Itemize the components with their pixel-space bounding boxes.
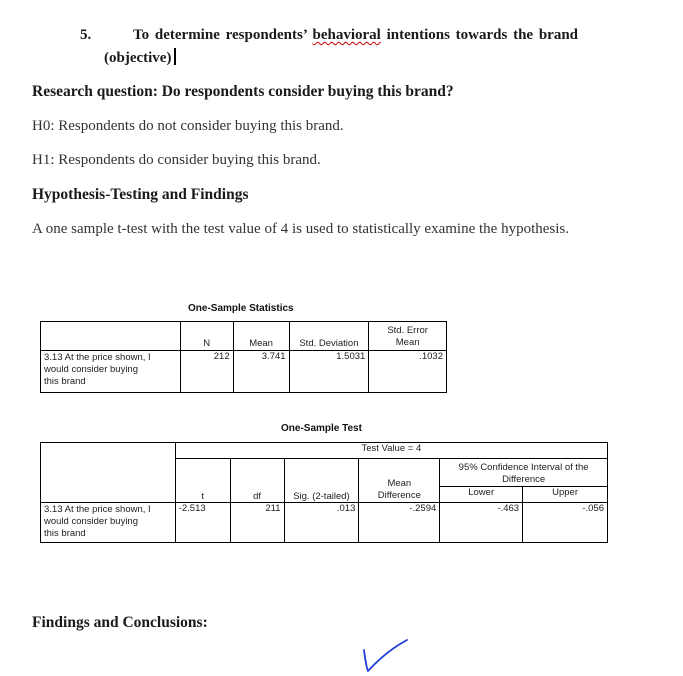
test-header-t: t [175, 459, 230, 503]
stats-header-n: N [180, 322, 233, 351]
method-paragraph: A one sample t-test with the test value of 4 is used to statistically examine the hypothesis. [32, 221, 569, 237]
test-df-value: 211 [230, 503, 284, 543]
research-question: Research question: Do respondents consider buying this brand? [32, 83, 454, 100]
text-cursor [174, 48, 176, 65]
test-table-title: One-Sample Test [281, 423, 362, 434]
test-header-blank [41, 443, 176, 503]
stats-sd-value: 1.5031 [289, 351, 369, 393]
test-upper-value: -.056 [523, 503, 608, 543]
one-sample-test-table [40, 442, 608, 543]
stats-header-mean: Mean [233, 322, 289, 351]
test-header-md-line1: Mean [387, 478, 412, 489]
test-header-upper: Upper [523, 487, 608, 503]
test-row-label-line3: this brand [44, 528, 86, 539]
hypothesis-heading: Hypothesis-Testing and Findings [32, 186, 249, 203]
test-header-mean-diff [359, 459, 440, 503]
test-row-label-line1: 3.13 At the price shown, I [44, 504, 151, 515]
stats-header-se-line1: Std. Error [387, 325, 428, 336]
stats-se-value: .1032 [369, 351, 447, 393]
objective-text-a: To determine respondents’ [133, 27, 307, 43]
null-hypothesis: H0: Respondents do not consider buying this brand. [32, 118, 344, 134]
test-row-label [41, 503, 176, 543]
ci-header-line2: Difference [502, 474, 546, 485]
stats-row-label-line3: this brand [44, 376, 86, 387]
stats-row-label [41, 351, 181, 393]
objective-label: (objective) [104, 50, 172, 66]
stats-row-label-line1: 3.13 At the price shown, I [44, 352, 151, 363]
stats-header-blank [41, 322, 181, 351]
findings-heading: Findings and Conclusions: [32, 614, 208, 631]
test-md-value: -.2594 [359, 503, 440, 543]
test-header-md-line2: Difference [377, 490, 421, 501]
stats-header-sd: Std. Deviation [289, 322, 369, 351]
one-sample-statistics-table [40, 321, 447, 393]
stats-header-se-line2: Mean [395, 337, 420, 348]
objective-text-behavioral: behavioral [312, 27, 381, 43]
test-header-df: df [230, 459, 284, 503]
ci-header [440, 459, 608, 487]
test-header-lower: Lower [440, 487, 523, 503]
stats-row-label-line2: would consider buying [44, 364, 139, 375]
objective-number: 5. [80, 27, 92, 43]
test-sig-value: .013 [284, 503, 359, 543]
stats-n-value: 212 [180, 351, 233, 393]
blue-checkmark-icon [360, 636, 412, 676]
test-value-header: Test Value = 4 [175, 443, 607, 459]
ci-header-line1: 95% Confidence Interval of the [458, 462, 589, 473]
stats-mean-value: 3.741 [233, 351, 289, 393]
objective-line2 [104, 48, 176, 67]
test-t-value: -2.513 [175, 503, 230, 543]
alt-hypothesis: H1: Respondents do consider buying this brand. [32, 152, 321, 168]
objective-text-c: intentions towards the brand [386, 27, 579, 43]
test-lower-value: -.463 [440, 503, 523, 543]
stats-table-title: One-Sample Statistics [188, 303, 294, 314]
objective-line1 [133, 27, 578, 44]
test-row-label-line2: would consider buying [44, 516, 139, 527]
test-header-sig: Sig. (2-tailed) [284, 459, 359, 503]
stats-header-se [369, 322, 447, 351]
